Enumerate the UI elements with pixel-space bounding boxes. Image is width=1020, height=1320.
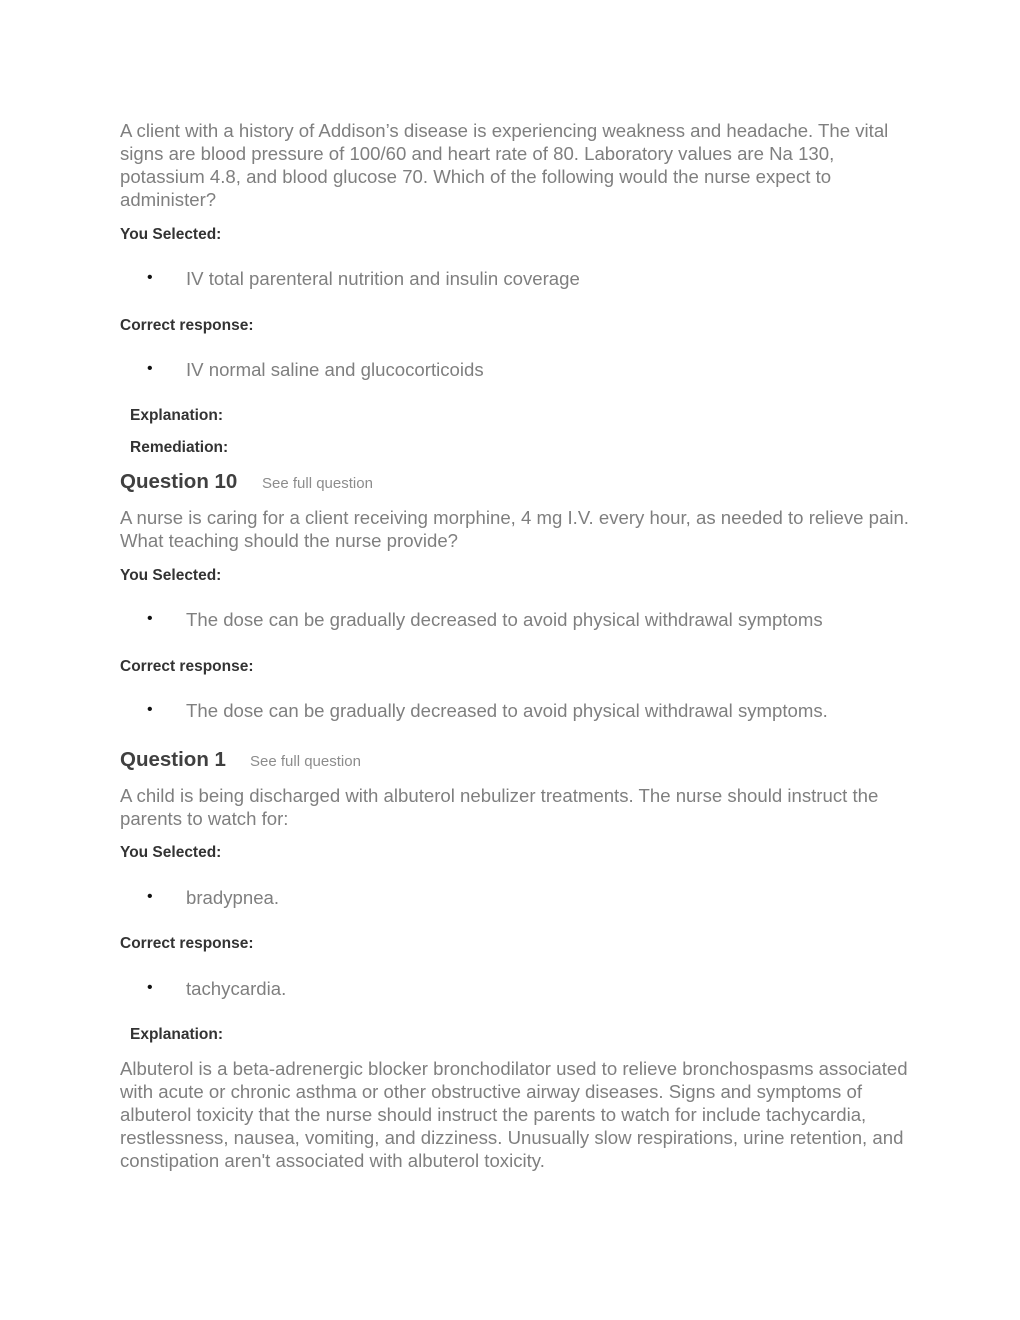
- bullet-icon: •: [147, 888, 153, 905]
- selected-answer: IV total parenteral nutrition and insulin coverage: [186, 268, 580, 289]
- bullet-icon: •: [147, 979, 153, 996]
- explanation-label: Explanation:: [130, 1026, 224, 1043]
- you-selected-label: You Selected:: [120, 567, 222, 584]
- correct-answer: IV normal saline and glucocorticoids: [186, 359, 484, 380]
- remediation-label: Remediation:: [130, 439, 229, 456]
- question-title: Question 1: [120, 748, 226, 771]
- bullet-icon: •: [147, 610, 153, 627]
- see-full-question-link[interactable]: See full question: [250, 753, 361, 770]
- question-title: Question 10: [120, 470, 238, 493]
- correct-answer: The dose can be gradually decreased to avoid physical withdrawal symptoms.: [186, 700, 828, 721]
- bullet-icon: •: [147, 360, 153, 377]
- you-selected-label: You Selected:: [120, 226, 222, 243]
- see-full-question-link[interactable]: See full question: [262, 475, 373, 492]
- bullet-icon: •: [147, 701, 153, 718]
- question-text: A child is being discharged with albuterol nebulizer treatments. The nurse should instruct the parents to watch for:: [120, 785, 879, 829]
- correct-response-label: Correct response:: [120, 658, 254, 675]
- explanation-label: Explanation:: [130, 407, 224, 424]
- correct-answer: tachycardia.: [186, 978, 287, 999]
- you-selected-label: You Selected:: [120, 844, 222, 861]
- explanation-text: Albuterol is a beta-adrenergic blocker bronchodilator used to relieve bronchospasms associated with acute or chronic asthma or other obstructive airway diseases. Signs and symptoms of albuterol toxicity that the nurse should instruct the parents to watch for include tachycardia, restlessness, nausea, vomiting, and dizziness. Unusually slow respirations, urine retention, and constipation aren't associated with albuterol toxicity.: [120, 1058, 908, 1171]
- correct-response-label: Correct response:: [120, 317, 254, 334]
- bullet-icon: •: [147, 269, 153, 286]
- correct-response-label: Correct response:: [120, 935, 254, 952]
- question-text: A client with a history of Addison’s disease is experiencing weakness and headache. The vital signs are blood pressure of 100/60 and heart rate of 80. Laboratory values are Na 130, potassium 4.8, and blood glucose 70. Which of the following would the nurse expect to administer?: [120, 120, 889, 210]
- selected-answer: The dose can be gradually decreased to avoid physical withdrawal symptoms: [186, 609, 823, 630]
- selected-answer: bradypnea.: [186, 887, 280, 908]
- question-text: A nurse is caring for a client receiving morphine, 4 mg I.V. every hour, as needed to relieve pain. What teaching should the nurse provide?: [120, 507, 909, 551]
